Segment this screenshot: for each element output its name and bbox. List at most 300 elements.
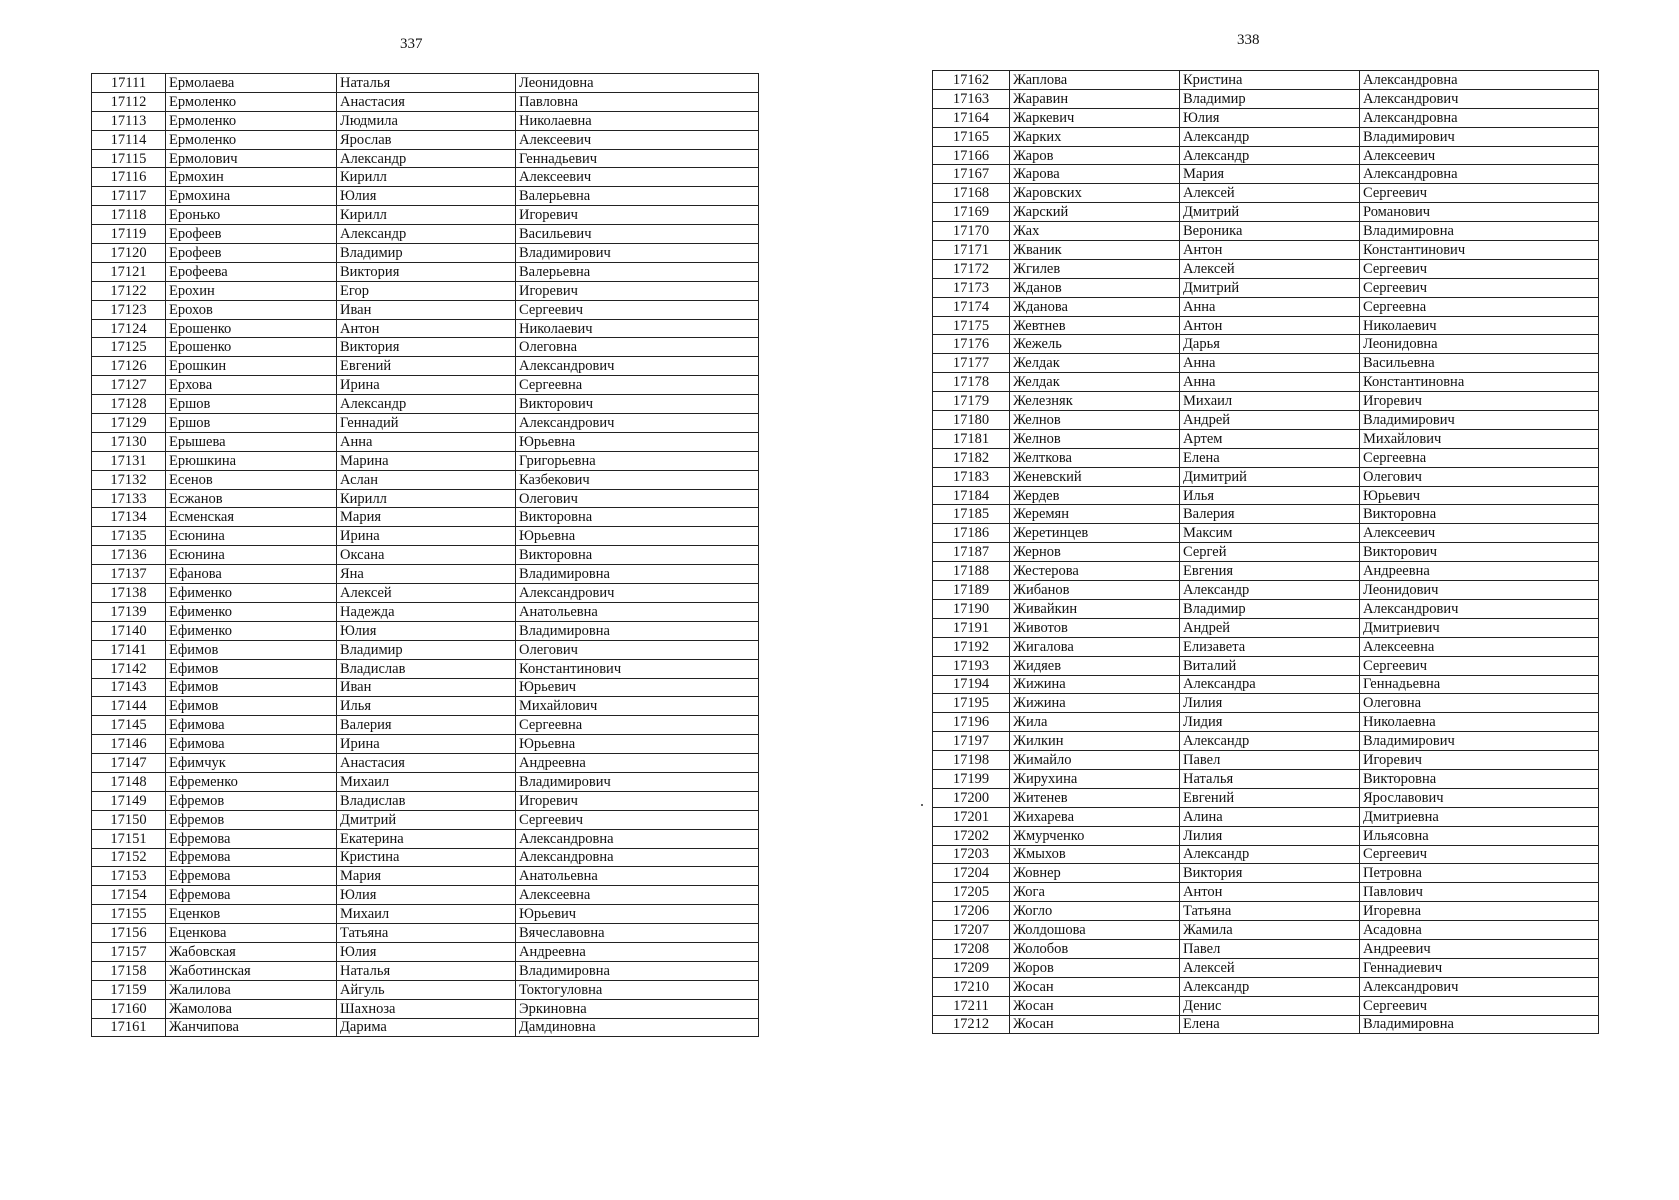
patronymic-cell: Дмитриевич xyxy=(1360,618,1599,637)
surname-cell: Ермолаева xyxy=(166,74,337,93)
first-name-cell: Анна xyxy=(337,432,516,451)
table-row xyxy=(933,486,1599,505)
patronymic-cell: Александровна xyxy=(516,829,759,848)
patronymic-cell: Константинович xyxy=(516,659,759,678)
patronymic-cell: Александровна xyxy=(1360,165,1599,184)
first-name-cell: Анна xyxy=(1180,373,1360,392)
patronymic-cell: Сергеевна xyxy=(516,376,759,395)
row-number-cell: 17132 xyxy=(92,470,166,489)
table-row xyxy=(92,942,759,961)
row-number-cell: 17198 xyxy=(933,751,1010,770)
table-row xyxy=(92,168,759,187)
patronymic-cell: Дамдиновна xyxy=(516,1018,759,1037)
table-row xyxy=(933,429,1599,448)
surname-cell: Ефимов xyxy=(166,678,337,697)
patronymic-cell: Александрович xyxy=(1360,977,1599,996)
first-name-cell: Юлия xyxy=(337,886,516,905)
patronymic-cell: Сергеевич xyxy=(1360,996,1599,1015)
patronymic-cell: Константинович xyxy=(1360,241,1599,260)
row-number-cell: 17119 xyxy=(92,225,166,244)
patronymic-cell: Игоревич xyxy=(516,281,759,300)
surname-cell: Жалилова xyxy=(166,980,337,999)
table-row xyxy=(933,562,1599,581)
first-name-cell: Кирилл xyxy=(337,489,516,508)
row-number-cell: 17177 xyxy=(933,354,1010,373)
first-name-cell: Дарима xyxy=(337,1018,516,1037)
patronymic-cell: Алексеевич xyxy=(516,168,759,187)
first-name-cell: Владимир xyxy=(337,640,516,659)
first-name-cell: Михаил xyxy=(337,905,516,924)
patronymic-cell: Игоревич xyxy=(1360,392,1599,411)
patronymic-cell: Владимировна xyxy=(516,565,759,584)
patronymic-cell: Леонидович xyxy=(1360,581,1599,600)
patronymic-cell: Олеговна xyxy=(1360,694,1599,713)
patronymic-cell: Александрович xyxy=(1360,89,1599,108)
surname-cell: Ершов xyxy=(166,395,337,414)
surname-cell: Есюнина xyxy=(166,546,337,565)
table-row xyxy=(92,1018,759,1037)
table-row xyxy=(92,791,759,810)
row-number-cell: 17111 xyxy=(92,74,166,93)
patronymic-cell: Александрович xyxy=(1360,599,1599,618)
first-name-cell: Виктория xyxy=(337,262,516,281)
row-number-cell: 17189 xyxy=(933,581,1010,600)
table-row xyxy=(933,883,1599,902)
patronymic-cell: Олегович xyxy=(516,489,759,508)
table-row xyxy=(92,754,759,773)
row-number-cell: 17113 xyxy=(92,111,166,130)
row-number-cell: 17199 xyxy=(933,769,1010,788)
surname-cell: Жибанов xyxy=(1010,581,1180,600)
row-number-cell: 17144 xyxy=(92,697,166,716)
first-name-cell: Владимир xyxy=(1180,599,1360,618)
first-name-cell: Владислав xyxy=(337,791,516,810)
row-number-cell: 17185 xyxy=(933,505,1010,524)
first-name-cell: Александра xyxy=(1180,675,1360,694)
table-row xyxy=(933,108,1599,127)
surname-cell: Ерохин xyxy=(166,281,337,300)
table-row xyxy=(933,939,1599,958)
table-row xyxy=(933,921,1599,940)
row-number-cell: 17140 xyxy=(92,621,166,640)
row-number-cell: 17212 xyxy=(933,1015,1010,1034)
surname-cell: Жаркевич xyxy=(1010,108,1180,127)
row-number-cell: 17155 xyxy=(92,905,166,924)
surname-cell: Жаботинская xyxy=(166,961,337,980)
table-row xyxy=(933,656,1599,675)
surname-cell: Жмыхов xyxy=(1010,845,1180,864)
surname-cell: Жданова xyxy=(1010,297,1180,316)
table-row xyxy=(933,89,1599,108)
first-name-cell: Жамила xyxy=(1180,921,1360,940)
table-row xyxy=(92,225,759,244)
row-number-cell: 17121 xyxy=(92,262,166,281)
first-name-cell: Анна xyxy=(1180,297,1360,316)
patronymic-cell: Сергеевич xyxy=(1360,184,1599,203)
surname-cell: Ефременко xyxy=(166,772,337,791)
row-number-cell: 17184 xyxy=(933,486,1010,505)
table-row xyxy=(92,319,759,338)
row-number-cell: 17158 xyxy=(92,961,166,980)
surname-cell: Ефремова xyxy=(166,867,337,886)
surname-cell: Жгилев xyxy=(1010,259,1180,278)
patronymic-cell: Андреевна xyxy=(1360,562,1599,581)
table-row xyxy=(92,527,759,546)
row-number-cell: 17130 xyxy=(92,432,166,451)
table-row xyxy=(933,71,1599,90)
first-name-cell: Максим xyxy=(1180,524,1360,543)
first-name-cell: Иван xyxy=(337,678,516,697)
table-row xyxy=(933,845,1599,864)
surname-cell: Жабовская xyxy=(166,942,337,961)
first-name-cell: Александр xyxy=(1180,127,1360,146)
table-row xyxy=(92,187,759,206)
page-number-right: 338 xyxy=(1237,32,1260,48)
table-row xyxy=(933,373,1599,392)
table-row xyxy=(92,414,759,433)
patronymic-cell: Александрович xyxy=(516,357,759,376)
surname-cell: Ерошенко xyxy=(166,338,337,357)
row-number-cell: 17187 xyxy=(933,543,1010,562)
surname-cell: Жога xyxy=(1010,883,1180,902)
patronymic-cell: Павловна xyxy=(516,92,759,111)
table-row xyxy=(933,241,1599,260)
row-number-cell: 17197 xyxy=(933,732,1010,751)
first-name-cell: Алексей xyxy=(1180,184,1360,203)
patronymic-cell: Геннадьевна xyxy=(1360,675,1599,694)
row-number-cell: 17206 xyxy=(933,902,1010,921)
patronymic-cell: Михайлович xyxy=(1360,429,1599,448)
surname-cell: Ермоленко xyxy=(166,92,337,111)
surname-cell: Жоров xyxy=(1010,958,1180,977)
first-name-cell: Антон xyxy=(1180,316,1360,335)
row-number-cell: 17159 xyxy=(92,980,166,999)
surname-cell: Жилкин xyxy=(1010,732,1180,751)
patronymic-cell: Эркиновна xyxy=(516,999,759,1018)
patronymic-cell: Викторовна xyxy=(1360,769,1599,788)
surname-cell: Жижина xyxy=(1010,675,1180,694)
row-number-cell: 17143 xyxy=(92,678,166,697)
first-name-cell: Елена xyxy=(1180,448,1360,467)
first-name-cell: Дмитрий xyxy=(337,810,516,829)
patronymic-cell: Владимировна xyxy=(516,621,759,640)
surname-cell: Ерышева xyxy=(166,432,337,451)
table-row xyxy=(92,829,759,848)
first-name-cell: Павел xyxy=(1180,939,1360,958)
first-name-cell: Наталья xyxy=(337,961,516,980)
first-name-cell: Алексей xyxy=(1180,958,1360,977)
surname-cell: Желдак xyxy=(1010,354,1180,373)
table-row xyxy=(92,999,759,1018)
first-name-cell: Кирилл xyxy=(337,206,516,225)
patronymic-cell: Владимирович xyxy=(516,772,759,791)
surname-cell: Живайкин xyxy=(1010,599,1180,618)
patronymic-cell: Владимировна xyxy=(1360,1015,1599,1034)
first-name-cell: Владислав xyxy=(337,659,516,678)
patronymic-cell: Владимировна xyxy=(516,961,759,980)
table-row xyxy=(92,565,759,584)
patronymic-cell: Алексеевна xyxy=(516,886,759,905)
surname-cell: Есменская xyxy=(166,508,337,527)
table-row xyxy=(92,697,759,716)
surname-cell: Ефимова xyxy=(166,716,337,735)
first-name-cell: Владимир xyxy=(337,244,516,263)
surname-cell: Жолдошова xyxy=(1010,921,1180,940)
surname-cell: Жосан xyxy=(1010,977,1180,996)
table-row xyxy=(92,621,759,640)
surname-cell: Жамолова xyxy=(166,999,337,1018)
first-name-cell: Яна xyxy=(337,565,516,584)
surname-cell: Жердев xyxy=(1010,486,1180,505)
patronymic-cell: Олегович xyxy=(516,640,759,659)
surname-cell: Ефимов xyxy=(166,640,337,659)
surname-cell: Жестерова xyxy=(1010,562,1180,581)
surname-cell: Есюнина xyxy=(166,527,337,546)
patronymic-cell: Андреевна xyxy=(516,942,759,961)
first-name-cell: Ирина xyxy=(337,527,516,546)
patronymic-cell: Ярославович xyxy=(1360,788,1599,807)
first-name-cell: Сергей xyxy=(1180,543,1360,562)
first-name-cell: Елена xyxy=(1180,1015,1360,1034)
patronymic-cell: Ильясовна xyxy=(1360,826,1599,845)
first-name-cell: Валерия xyxy=(1180,505,1360,524)
table-row xyxy=(933,392,1599,411)
first-name-cell: Кристина xyxy=(337,848,516,867)
scan-speck xyxy=(921,804,923,806)
row-number-cell: 17190 xyxy=(933,599,1010,618)
surname-cell: Желнов xyxy=(1010,429,1180,448)
row-number-cell: 17137 xyxy=(92,565,166,584)
table-row xyxy=(933,977,1599,996)
patronymic-cell: Александрович xyxy=(516,414,759,433)
patronymic-cell: Юрьевич xyxy=(516,678,759,697)
table-row xyxy=(933,769,1599,788)
surname-cell: Ермоленко xyxy=(166,130,337,149)
first-name-cell: Кирилл xyxy=(337,168,516,187)
patronymic-cell: Григорьевна xyxy=(516,451,759,470)
table-row xyxy=(92,74,759,93)
surname-cell: Есжанов xyxy=(166,489,337,508)
table-row xyxy=(92,149,759,168)
table-row xyxy=(933,297,1599,316)
first-name-cell: Геннадий xyxy=(337,414,516,433)
patronymic-cell: Дмитриевна xyxy=(1360,807,1599,826)
first-name-cell: Александр xyxy=(1180,581,1360,600)
first-name-cell: Лидия xyxy=(1180,713,1360,732)
row-number-cell: 17194 xyxy=(933,675,1010,694)
first-name-cell: Екатерина xyxy=(337,829,516,848)
first-name-cell: Анастасия xyxy=(337,754,516,773)
first-name-cell: Юлия xyxy=(1180,108,1360,127)
surname-cell: Ерофеев xyxy=(166,225,337,244)
table-row xyxy=(933,788,1599,807)
first-name-cell: Юлия xyxy=(337,187,516,206)
first-name-cell: Наталья xyxy=(337,74,516,93)
first-name-cell: Владимир xyxy=(1180,89,1360,108)
surname-cell: Ермохина xyxy=(166,187,337,206)
table-row xyxy=(92,338,759,357)
patronymic-cell: Константиновна xyxy=(1360,373,1599,392)
first-name-cell: Александр xyxy=(1180,977,1360,996)
row-number-cell: 17170 xyxy=(933,222,1010,241)
table-row xyxy=(933,1015,1599,1034)
patronymic-cell: Сергеевич xyxy=(1360,845,1599,864)
table-row xyxy=(933,958,1599,977)
first-name-cell: Аслан xyxy=(337,470,516,489)
row-number-cell: 17151 xyxy=(92,829,166,848)
patronymic-cell: Игоревич xyxy=(516,791,759,810)
first-name-cell: Александр xyxy=(1180,845,1360,864)
first-name-cell: Михаил xyxy=(1180,392,1360,411)
surname-cell: Жарский xyxy=(1010,203,1180,222)
patronymic-cell: Викторович xyxy=(1360,543,1599,562)
table-row xyxy=(92,281,759,300)
table-row xyxy=(933,146,1599,165)
row-number-cell: 17167 xyxy=(933,165,1010,184)
patronymic-cell: Анатольевна xyxy=(516,867,759,886)
surname-cell: Жеремян xyxy=(1010,505,1180,524)
patronymic-cell: Васильевна xyxy=(1360,354,1599,373)
first-name-cell: Антон xyxy=(337,319,516,338)
row-number-cell: 17210 xyxy=(933,977,1010,996)
first-name-cell: Ирина xyxy=(337,735,516,754)
first-name-cell: Валерия xyxy=(337,716,516,735)
first-name-cell: Александр xyxy=(337,149,516,168)
first-name-cell: Димитрий xyxy=(1180,467,1360,486)
first-name-cell: Евгений xyxy=(1180,788,1360,807)
patronymic-cell: Андреевич xyxy=(1360,939,1599,958)
row-number-cell: 17171 xyxy=(933,241,1010,260)
surname-cell: Жовнер xyxy=(1010,864,1180,883)
row-number-cell: 17126 xyxy=(92,357,166,376)
table-row xyxy=(933,203,1599,222)
row-number-cell: 17127 xyxy=(92,376,166,395)
first-name-cell: Александр xyxy=(337,395,516,414)
first-name-cell: Марина xyxy=(337,451,516,470)
table-row xyxy=(92,905,759,924)
table-row xyxy=(92,432,759,451)
patronymic-cell: Юрьевна xyxy=(516,432,759,451)
row-number-cell: 17196 xyxy=(933,713,1010,732)
row-number-cell: 17191 xyxy=(933,618,1010,637)
first-name-cell: Лилия xyxy=(1180,826,1360,845)
surname-cell: Ефремова xyxy=(166,829,337,848)
first-name-cell: Лилия xyxy=(1180,694,1360,713)
surname-cell: Ермоленко xyxy=(166,111,337,130)
patronymic-cell: Сергеевич xyxy=(516,300,759,319)
row-number-cell: 17133 xyxy=(92,489,166,508)
surname-cell: Желткова xyxy=(1010,448,1180,467)
name-table-left xyxy=(91,73,759,1037)
row-number-cell: 17135 xyxy=(92,527,166,546)
table-row xyxy=(92,395,759,414)
surname-cell: Жогло xyxy=(1010,902,1180,921)
first-name-cell: Кристина xyxy=(1180,71,1360,90)
table-row xyxy=(92,924,759,943)
row-number-cell: 17188 xyxy=(933,562,1010,581)
first-name-cell: Илья xyxy=(337,697,516,716)
row-number-cell: 17182 xyxy=(933,448,1010,467)
first-name-cell: Егор xyxy=(337,281,516,300)
patronymic-cell: Сергеевна xyxy=(1360,448,1599,467)
first-name-cell: Антон xyxy=(1180,241,1360,260)
surname-cell: Ефименко xyxy=(166,602,337,621)
surname-cell: Еценкова xyxy=(166,924,337,943)
patronymic-cell: Александровна xyxy=(1360,108,1599,127)
row-number-cell: 17168 xyxy=(933,184,1010,203)
patronymic-cell: Андреевна xyxy=(516,754,759,773)
first-name-cell: Виктория xyxy=(337,338,516,357)
patronymic-cell: Асадовна xyxy=(1360,921,1599,940)
surname-cell: Ерофеева xyxy=(166,262,337,281)
patronymic-cell: Валерьевна xyxy=(516,187,759,206)
surname-cell: Жмурченко xyxy=(1010,826,1180,845)
row-number-cell: 17153 xyxy=(92,867,166,886)
row-number-cell: 17157 xyxy=(92,942,166,961)
surname-cell: Животов xyxy=(1010,618,1180,637)
row-number-cell: 17207 xyxy=(933,921,1010,940)
row-number-cell: 17160 xyxy=(92,999,166,1018)
patronymic-cell: Владимирович xyxy=(1360,127,1599,146)
table-row xyxy=(933,222,1599,241)
patronymic-cell: Сергеевич xyxy=(1360,656,1599,675)
table-row xyxy=(92,376,759,395)
table-row xyxy=(92,640,759,659)
row-number-cell: 17174 xyxy=(933,297,1010,316)
first-name-cell: Мария xyxy=(337,867,516,886)
table-row xyxy=(92,451,759,470)
row-number-cell: 17114 xyxy=(92,130,166,149)
table-row xyxy=(92,886,759,905)
surname-cell: Ефимова xyxy=(166,735,337,754)
surname-cell: Жаплова xyxy=(1010,71,1180,90)
patronymic-cell: Александрович xyxy=(516,584,759,603)
row-number-cell: 17145 xyxy=(92,716,166,735)
patronymic-cell: Романович xyxy=(1360,203,1599,222)
table-row xyxy=(92,584,759,603)
surname-cell: Есенов xyxy=(166,470,337,489)
surname-cell: Жимайло xyxy=(1010,751,1180,770)
surname-cell: Ерофеев xyxy=(166,244,337,263)
patronymic-cell: Валерьевна xyxy=(516,262,759,281)
patronymic-cell: Юрьевич xyxy=(1360,486,1599,505)
surname-cell: Ерошенко xyxy=(166,319,337,338)
patronymic-cell: Петровна xyxy=(1360,864,1599,883)
first-name-cell: Александр xyxy=(1180,732,1360,751)
table-row xyxy=(92,678,759,697)
patronymic-cell: Сергеевич xyxy=(1360,259,1599,278)
row-number-cell: 17178 xyxy=(933,373,1010,392)
first-name-cell: Виталий xyxy=(1180,656,1360,675)
table-row xyxy=(933,618,1599,637)
table-row xyxy=(92,244,759,263)
row-number-cell: 17139 xyxy=(92,602,166,621)
first-name-cell: Ярослав xyxy=(337,130,516,149)
table-row xyxy=(933,996,1599,1015)
patronymic-cell: Павлович xyxy=(1360,883,1599,902)
first-name-cell: Андрей xyxy=(1180,411,1360,430)
table-row xyxy=(92,300,759,319)
row-number-cell: 17152 xyxy=(92,848,166,867)
table-row xyxy=(92,716,759,735)
surname-cell: Жидяев xyxy=(1010,656,1180,675)
surname-cell: Житенев xyxy=(1010,788,1180,807)
patronymic-cell: Сергеевна xyxy=(1360,297,1599,316)
table-row xyxy=(933,448,1599,467)
first-name-cell: Дмитрий xyxy=(1180,203,1360,222)
table-row xyxy=(933,165,1599,184)
table-row xyxy=(92,980,759,999)
